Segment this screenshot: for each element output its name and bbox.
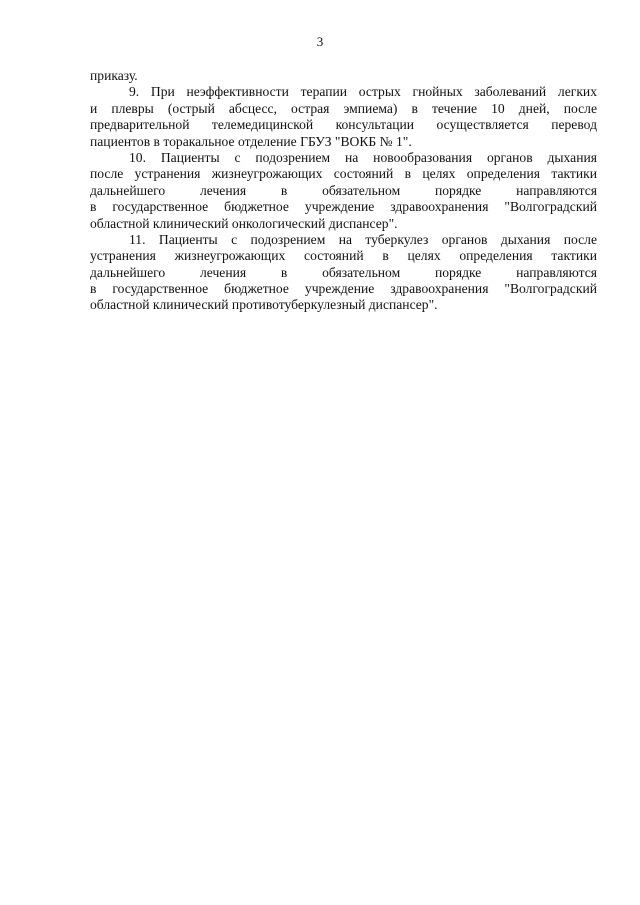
text-line: устранения жизнеугрожающих состояний в целях определения тактики xyxy=(90,248,597,264)
text-line: областной клинический противотуберкулезный диспансер". xyxy=(90,297,438,313)
text-line: дальнейшего лечения в обязательном порядке направляются xyxy=(90,182,597,198)
text-line: после устранения жизнеугрожающих состояний в целях определения тактики xyxy=(90,166,597,182)
text-line: дальнейшего лечения в обязательном порядке направляются xyxy=(90,264,597,280)
text-line: в государственное бюджетное учреждение здравоохранения "Волгоградский xyxy=(90,281,597,297)
document-body xyxy=(90,68,597,314)
text-line: предварительной телемедицинской консультации осуществляется перевод xyxy=(90,117,597,133)
text-line: областной клинический онкологический диспансер". xyxy=(90,215,398,231)
page-number: 3 xyxy=(316,34,324,49)
text-line: 10. Пациенты с подозрением на новообразования органов дыхания xyxy=(129,149,597,165)
text-line: 11. Пациенты с подозрением на туберкулез органов дыхания после xyxy=(129,231,597,247)
text-line: пациентов в торакальное отделение ГБУЗ "ВОКБ № 1". xyxy=(90,133,412,149)
text-line: в государственное бюджетное учреждение здравоохранения "Волгоградский xyxy=(90,199,597,215)
text-line: и плевры (острый абсцесс, острая эмпиема) в течение 10 дней, после xyxy=(90,100,597,116)
text-line: 9. При неэффективности терапии острых гнойных заболеваний легких xyxy=(129,84,597,100)
text-line: приказу. xyxy=(90,68,138,83)
